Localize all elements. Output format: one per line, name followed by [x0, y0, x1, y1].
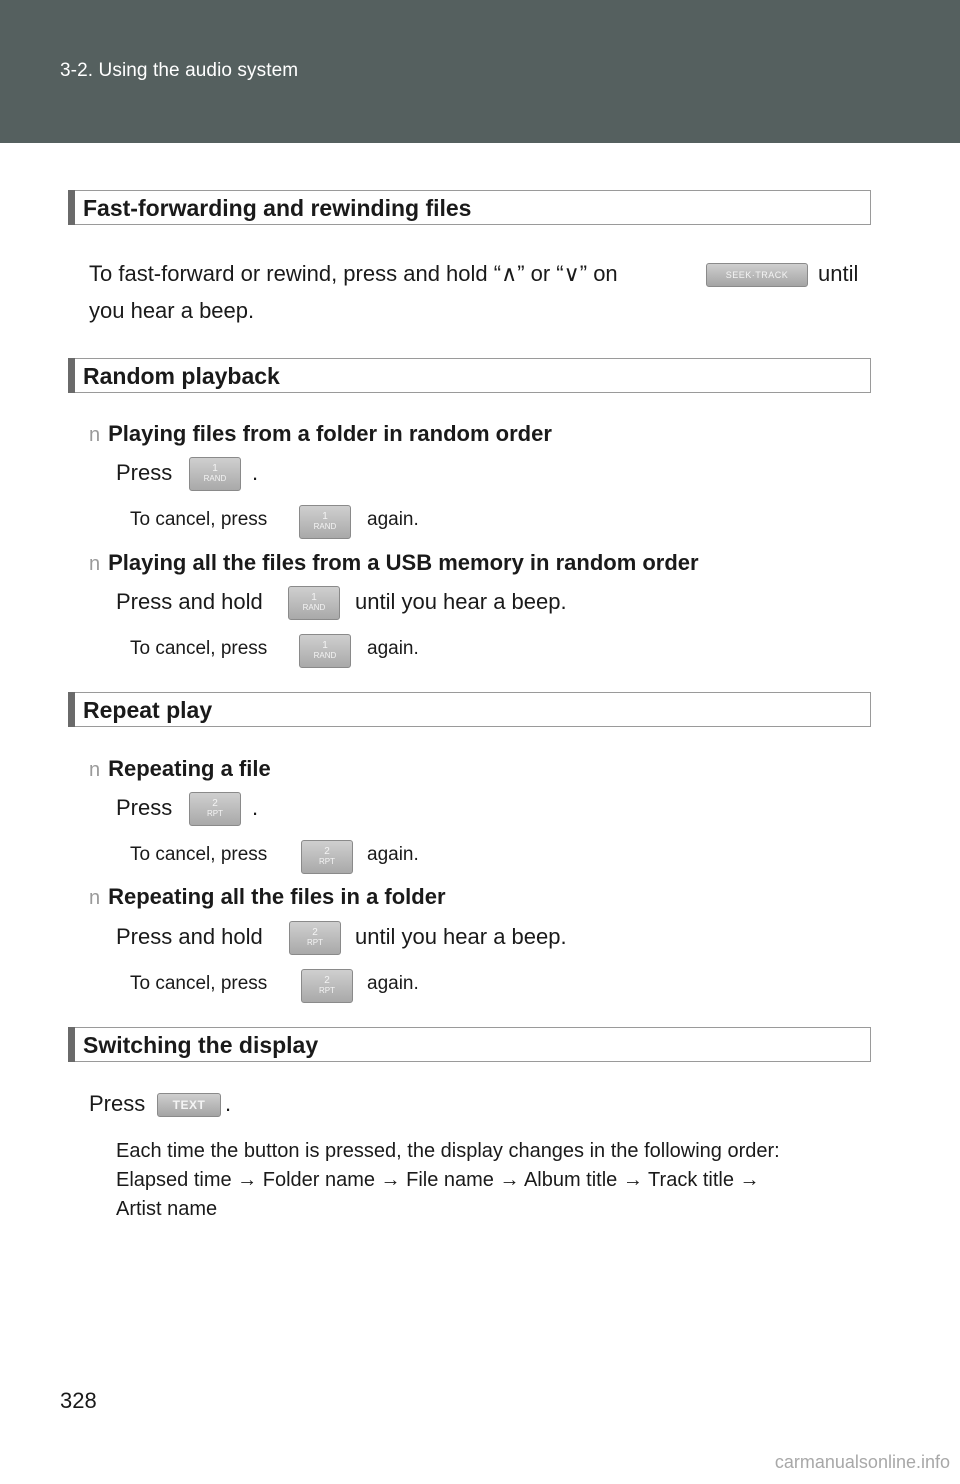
section-heading-random [68, 358, 871, 393]
up-arrow-icon: ∧ [501, 261, 518, 286]
repeat-sub1-heading: n Repeating a file [89, 756, 271, 781]
display-note-line3: Artist name [116, 1198, 218, 1220]
repeat-sub2-heading: n Repeating all the files in a folder [89, 884, 446, 909]
ff-paragraph-line1-end: until [818, 261, 859, 286]
repeat-sub1-press: Press [116, 795, 173, 820]
section-heading-fast-forward [68, 190, 871, 225]
again-text: again. [367, 973, 419, 994]
repeat-sub2-press: Press and hold [116, 924, 263, 949]
rand-button: 1 RAND [189, 457, 241, 491]
rpt-button: 2 RPT [301, 969, 353, 1003]
again-text: again. [367, 638, 419, 659]
random-sub2-heading: n Playing all the files from a USB memory in random order [89, 550, 699, 575]
random-sub1-press: Press [116, 460, 173, 485]
ff-paragraph-line2: you hear a beep. [89, 298, 255, 323]
display-note-line2: Elapsed time → Folder name → File name → Album title → Track title → [116, 1169, 760, 1191]
section-heading-display [68, 1027, 871, 1062]
again-text: again. [367, 844, 419, 865]
rpt-button: 2 RPT [289, 921, 341, 955]
display-press: Press [89, 1091, 146, 1116]
period: . [252, 795, 259, 820]
random-sub2-press: Press and hold [116, 589, 263, 614]
bullet-icon: n [89, 887, 101, 909]
display-note-line1: Each time the button is pressed, the display changes in the following order: [116, 1140, 780, 1162]
period: . [225, 1091, 232, 1116]
text-button: TEXT [157, 1093, 221, 1117]
watermark: carmanualsonline.info [774, 1452, 950, 1472]
rand-button: 1 RAND [299, 505, 351, 539]
rand-button: 1 RAND [288, 586, 340, 620]
rpt-button: 2 RPT [301, 840, 353, 874]
bullet-icon: n [89, 553, 101, 575]
down-arrow-icon: ∨ [563, 261, 580, 286]
section-title: Repeat play [83, 697, 213, 723]
random-sub1-cancel: To cancel, press [130, 509, 268, 530]
rpt-button: 2 RPT [189, 792, 241, 826]
period: . [252, 460, 259, 485]
repeat-sub1-cancel: To cancel, press [130, 844, 268, 865]
section-title: Switching the display [83, 1032, 319, 1058]
repeat-sub2-cancel: To cancel, press [130, 973, 268, 994]
chapter-title: 3-2. Using the audio system [60, 60, 299, 81]
page-number: 328 [60, 1388, 97, 1413]
random-sub2-after: until you hear a beep. [355, 589, 567, 614]
bullet-icon: n [89, 424, 101, 446]
again-text: again. [367, 509, 419, 530]
section-title: Fast-forwarding and rewinding files [83, 195, 472, 221]
section-title: Random playback [83, 363, 280, 389]
section-heading-repeat [68, 692, 871, 727]
seek-track-button: SEEK·TRACK [706, 263, 808, 287]
page-header [0, 0, 960, 143]
ff-paragraph-line1: To fast-forward or rewind, press and hold “∧” or “∨” on [89, 261, 618, 286]
random-sub1-heading: n Playing files from a folder in random order [89, 421, 552, 446]
bullet-icon: n [89, 759, 101, 781]
rand-button: 1 RAND [299, 634, 351, 668]
random-sub2-cancel: To cancel, press [130, 638, 268, 659]
repeat-sub2-after: until you hear a beep. [355, 924, 567, 949]
